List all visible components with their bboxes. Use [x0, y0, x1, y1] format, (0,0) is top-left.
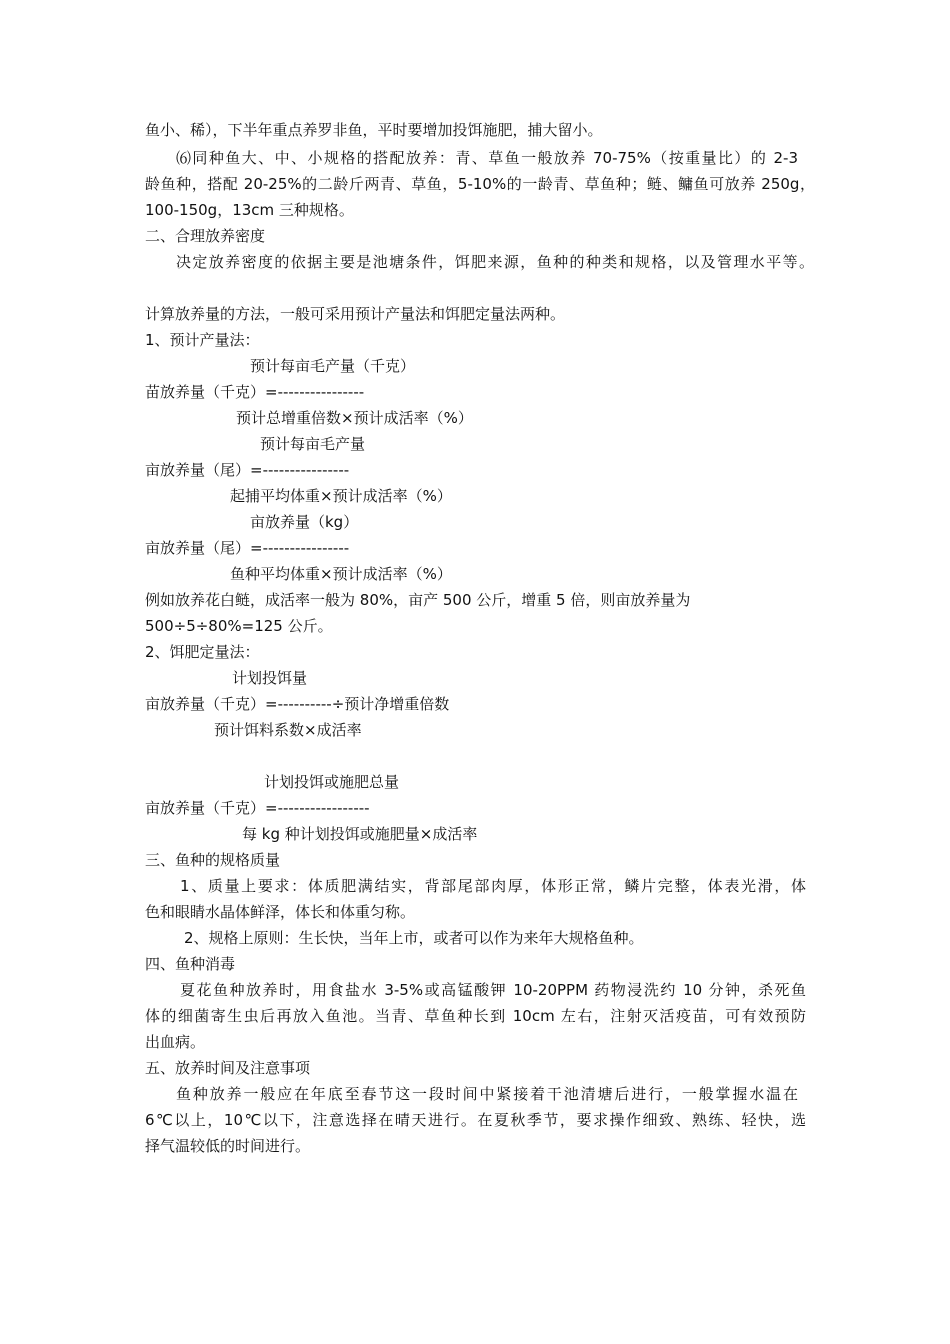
- text-line: 例如放养花白鲢，成活率一般为 80%，亩产 500 公斤，增重 5 倍，则亩放养量为: [145, 591, 691, 609]
- text-line: 择气温较低的时间进行。: [145, 1137, 311, 1155]
- text-line: 决定放养密度的依据主要是池塘条件，饵肥来源，鱼种的种类和规格，以及管理水平等。: [176, 253, 814, 271]
- formula-line: 亩放养量（尾）=----------------: [145, 539, 350, 557]
- formula-numerator: 计划投饵量: [232, 669, 308, 687]
- formula-numerator: 预计每亩毛产量: [260, 435, 366, 453]
- text-line: 100-150g，13cm 三种规格。: [145, 201, 354, 219]
- formula-line: 亩放养量（千克）=----------÷预计净增重倍数: [145, 695, 450, 713]
- text-line: 鱼小、稀），下半年重点养罗非鱼，平时要增加投饵施肥，捕大留小。: [145, 121, 603, 139]
- formula-denominator: 每 kg 种计划投饵或施肥量×成活率: [242, 825, 478, 843]
- text-line: 夏花鱼种放养时，用食盐水 3-5%或高锰酸钾 10-20PPM 药物浸洗约 10 分钟，杀死鱼: [180, 981, 806, 999]
- subsection-heading: 1、预计产量法：: [145, 331, 260, 349]
- text-line: 2、规格上原则：生长快，当年上市，或者可以作为来年大规格鱼种。: [184, 929, 644, 947]
- formula-line: 苗放养量（千克）=----------------: [145, 383, 365, 401]
- text-line: 500÷5÷80%=125 公斤。: [145, 617, 333, 635]
- text-line: 6℃以上，10℃以下，注意选择在晴天进行。在夏秋季节，要求操作细致、熟练、轻快，选: [145, 1111, 806, 1129]
- text-line: 鱼种放养一般应在年底至春节这一段时间中紧接着干池清塘后进行，一般掌握水温在: [176, 1085, 798, 1103]
- section-heading: 三、鱼种的规格质量: [145, 851, 281, 869]
- formula-denominator: 鱼种平均体重×预计成活率（%）: [230, 565, 452, 583]
- formula-numerator: 预计每亩毛产量（千克）: [250, 357, 416, 375]
- formula-denominator: 预计饵料系数×成活率: [214, 721, 362, 739]
- subsection-heading: 2、饵肥定量法：: [145, 643, 260, 661]
- formula-numerator: 亩放养量（kg）: [250, 513, 359, 531]
- text-line: 出血病。: [145, 1033, 206, 1051]
- section-heading: 四、鱼种消毒: [145, 955, 236, 973]
- text-line: 色和眼睛水晶体鲜泽，体长和体重匀称。: [145, 903, 416, 921]
- section-heading: 二、合理放养密度: [145, 227, 266, 245]
- formula-denominator: 起捕平均体重×预计成活率（%）: [230, 487, 452, 505]
- section-heading: 五、放养时间及注意事项: [145, 1059, 311, 1077]
- text-line: 体的细菌寄生虫后再放入鱼池。当青、草鱼种长到 10cm 左右，注射灭活疫苗，可有效预防: [145, 1007, 806, 1025]
- formula-line: 亩放养量（千克）=-----------------: [145, 799, 370, 817]
- text-line: ⑹同种鱼大、中、小规格的搭配放养：青、草鱼一般放养 70-75%（按重量比）的 2-3: [176, 149, 798, 167]
- formula-line: 亩放养量（尾）=----------------: [145, 461, 350, 479]
- formula-denominator: 预计总增重倍数×预计成活率（%）: [236, 409, 473, 427]
- text-line: 计算放养量的方法，一般可采用预计产量法和饵肥定量法两种。: [145, 305, 566, 323]
- text-line: 1、质量上要求：体质肥满结实，背部尾部肉厚，体形正常，鳞片完整，体表光滑，体: [180, 877, 806, 895]
- text-line: 龄鱼种，搭配 20-25%的二龄斤两青、草鱼，5-10%的一龄青、草鱼种；鲢、鳙鱼可放养 250g，: [145, 175, 815, 193]
- formula-numerator: 计划投饵或施肥总量: [264, 773, 400, 791]
